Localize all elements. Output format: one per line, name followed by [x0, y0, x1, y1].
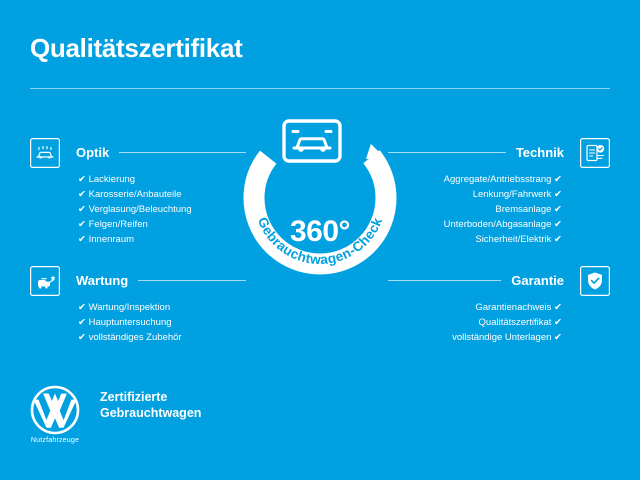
car-wash-icon [30, 138, 60, 168]
vw-logo [30, 385, 80, 435]
list-item [76, 300, 246, 315]
check-icon: ✔ [554, 219, 562, 230]
car-check-icon [280, 118, 344, 164]
list-item [76, 330, 246, 345]
section-optik [76, 141, 246, 247]
list-item [388, 315, 564, 330]
badge-arc-text: Gebrauchtwagen-Check [254, 214, 386, 268]
list-item-label: Bremsanlage [495, 204, 552, 215]
list-item [388, 330, 564, 345]
list-item-label: Unterboden/Abgasanlage [443, 219, 552, 230]
list-item-label: Felgen/Reifen [88, 219, 148, 230]
check-icon: ✔ [78, 317, 86, 328]
shield-check-icon [580, 266, 610, 296]
list-item [76, 172, 246, 187]
list-item-label: vollständige Unterlagen [452, 332, 552, 343]
section-list [76, 300, 246, 345]
check-icon: ✔ [554, 189, 562, 200]
section-title: Wartung [76, 272, 129, 288]
list-item [76, 202, 246, 217]
list-item-label: vollständiges Zubehör [88, 332, 182, 343]
list-item-label: Innenraum [88, 234, 135, 245]
list-item-label: Hauptuntersuchung [88, 317, 172, 328]
section-title: Garantie [511, 272, 564, 288]
check-icon: ✔ [78, 204, 86, 215]
check-icon: ✔ [78, 332, 86, 343]
section-header [76, 141, 246, 163]
list-item [76, 187, 246, 202]
page-title: Qualitätszertifikat [30, 33, 243, 63]
list-item-label: Garantienachweis [475, 302, 552, 313]
vw-logo-subtitle: Nutzfahrzeuge [30, 437, 80, 444]
section-header [388, 141, 564, 163]
footer [30, 385, 201, 444]
list-item [388, 172, 564, 187]
checklist-icon [580, 138, 610, 168]
badge-value: 360° [289, 215, 351, 248]
check-icon: ✔ [554, 317, 562, 328]
check-icon: ✔ [554, 302, 562, 313]
list-item-label: Qualitätszertifikat [478, 317, 552, 328]
title-divider [30, 88, 610, 89]
section-list [388, 300, 564, 345]
list-item-label: Verglasung/Beleuchtung [88, 204, 192, 215]
section-divider [119, 152, 246, 153]
section-garantie [388, 269, 564, 345]
section-title: Optik [76, 144, 110, 160]
check-icon: ✔ [78, 302, 86, 313]
section-header [76, 269, 246, 291]
section-list [388, 172, 564, 247]
section-list [76, 172, 246, 247]
oil-can-icon [30, 266, 60, 296]
check-icon: ✔ [554, 332, 562, 343]
section-technik [388, 141, 564, 247]
list-item [388, 202, 564, 217]
list-item-label: Lackierung [88, 174, 136, 185]
footer-line-1: Zertifizierte [100, 390, 168, 404]
check-icon: ✔ [554, 204, 562, 215]
vw-logo-block [30, 385, 80, 444]
check-icon: ✔ [78, 189, 86, 200]
list-item [388, 187, 564, 202]
footer-line-2: Gebrauchtwagen [100, 406, 202, 420]
list-item-label: Lenkung/Fahrwerk [472, 189, 552, 200]
check-icon: ✔ [78, 234, 86, 245]
list-item [388, 217, 564, 232]
list-item [76, 315, 246, 330]
list-item-label: Sicherheit/Elektrik [475, 234, 552, 245]
list-item [388, 232, 564, 247]
section-title: Technik [515, 144, 564, 160]
section-wartung [76, 269, 246, 345]
check-icon: ✔ [78, 174, 86, 185]
list-item-label: Wartung/Inspektion [88, 302, 171, 313]
list-item-label: Aggregate/Antriebsstrang [443, 174, 552, 185]
check-icon: ✔ [554, 174, 562, 185]
check-icon: ✔ [554, 234, 562, 245]
list-item-label: Karosserie/Anbauteile [88, 189, 182, 200]
list-item [76, 217, 246, 232]
section-header [388, 269, 564, 291]
check-icon: ✔ [78, 219, 86, 230]
footer-text [100, 389, 201, 421]
list-item [388, 300, 564, 315]
section-divider [138, 280, 246, 281]
list-item [76, 232, 246, 247]
